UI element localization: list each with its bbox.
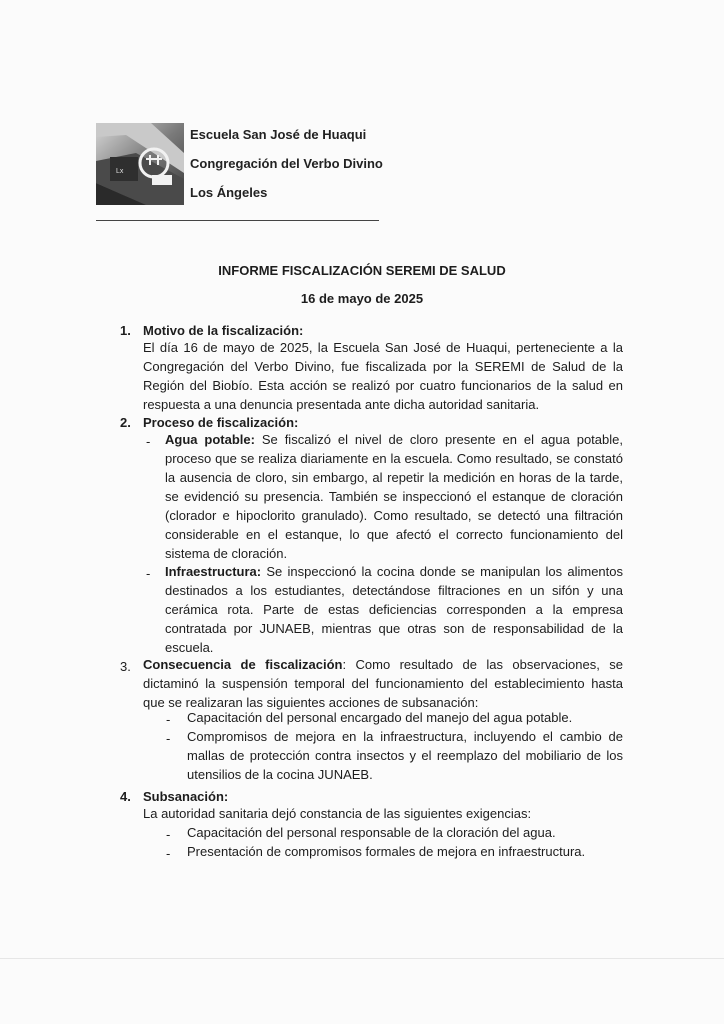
- congregation-name: Congregación del Verbo Divino: [190, 156, 383, 171]
- school-logo: [96, 123, 184, 205]
- section-3-paragraph: [143, 655, 623, 712]
- section-3-bullet-2: -: [166, 731, 171, 746]
- item-infraestructura-text: Se inspeccionó la cocina donde se manipulan los alimentos destinados a los estudiantes, detectándose filtraciones en un sifón y una cerámica rota. Parte de estas deficiencias corresponden a la empresa contratada por JUNAEB, mientras que otras son de responsabilidad de la escuela.: [165, 564, 623, 655]
- section-3-item-1: Capacitación del personal encargado del manejo del agua potable.: [187, 710, 573, 725]
- section-4-bullet-2: -: [166, 846, 171, 861]
- item-agua-potable-text: Se fiscalizó el nivel de cloro presente en el agua potable, proceso que se realiza diariamente en la escuela. Como resultado, se constató la ausencia de cloro, sin embargo, al repetir la medición en horas de la tarde, se evidenció su presencia. También se inspeccionó el estanque de cloración (clorador e hipoclorito granulado). Como resultado, se detectó una filtración considerable en el estanque, lo que afectó el correcto funcionamiento del sistema de cloración.: [165, 432, 623, 561]
- item-agua-potable: [165, 430, 623, 563]
- section-2-bullet-1: -: [146, 434, 151, 449]
- item-infraestructura: [165, 562, 623, 657]
- section-4-bullet-1: -: [166, 827, 171, 842]
- document-title: INFORME FISCALIZACIÓN SEREMI DE SALUD: [218, 263, 506, 278]
- document-date: 16 de mayo de 2025: [300, 291, 424, 306]
- item-agua-potable-label: Agua potable:: [165, 432, 255, 447]
- section-4-text: La autoridad sanitaria dejó constancia de las siguientes exigencias:: [143, 806, 532, 821]
- section-3-heading: Consecuencia de fiscalización: [143, 657, 343, 672]
- section-3-bullet-1: -: [166, 712, 171, 727]
- section-4-number: 4.: [120, 789, 131, 804]
- section-4-item-1: Capacitación del personal responsable de la cloración del agua.: [187, 825, 556, 840]
- section-3-item-2: Compromisos de mejora en la infraestructura, incluyendo el cambio de mallas de protección contra insectos y el reemplazo del mobiliario de los utensilios de la cocina JUNAEB.: [187, 729, 623, 782]
- section-4-heading: Subsanación:: [143, 789, 229, 804]
- letterhead: [190, 120, 383, 207]
- svg-text:Lx: Lx: [116, 168, 124, 175]
- section-2-bullet-2: -: [146, 566, 151, 581]
- section-3-text: : Como resultado de las observaciones, se dictaminó la suspensión temporal del funcionamiento del establecimiento hasta que se realizaran las siguientes acciones de subsanación:: [143, 657, 623, 710]
- section-2-number: 2.: [120, 415, 131, 430]
- city-name: Los Ángeles: [190, 185, 268, 200]
- section-3-number: 3.: [120, 659, 131, 674]
- section-1-number: 1.: [120, 323, 131, 338]
- school-name: Escuela San José de Huaqui: [190, 127, 367, 142]
- section-2-heading: Proceso de fiscalización:: [143, 415, 299, 430]
- section-1-text: El día 16 de mayo de 2025, la Escuela San José de Huaqui, perteneciente a la Congregación del Verbo Divino, fue fiscalizada por la SEREMI de Salud de la Región del Biobío. Esta acción se realizó por cuatro funcionarios de la salud en respuesta a una denuncia presentada ante dicha autoridad sanitaria.: [143, 340, 623, 412]
- section-1-heading: Motivo de la fiscalización:: [143, 323, 304, 338]
- item-infraestructura-label: Infraestructura:: [165, 564, 262, 579]
- letterhead-divider: [96, 220, 379, 221]
- section-4-item-2: Presentación de compromisos formales de mejora en infraestructura.: [187, 844, 586, 859]
- scan-edge-line: [0, 958, 724, 959]
